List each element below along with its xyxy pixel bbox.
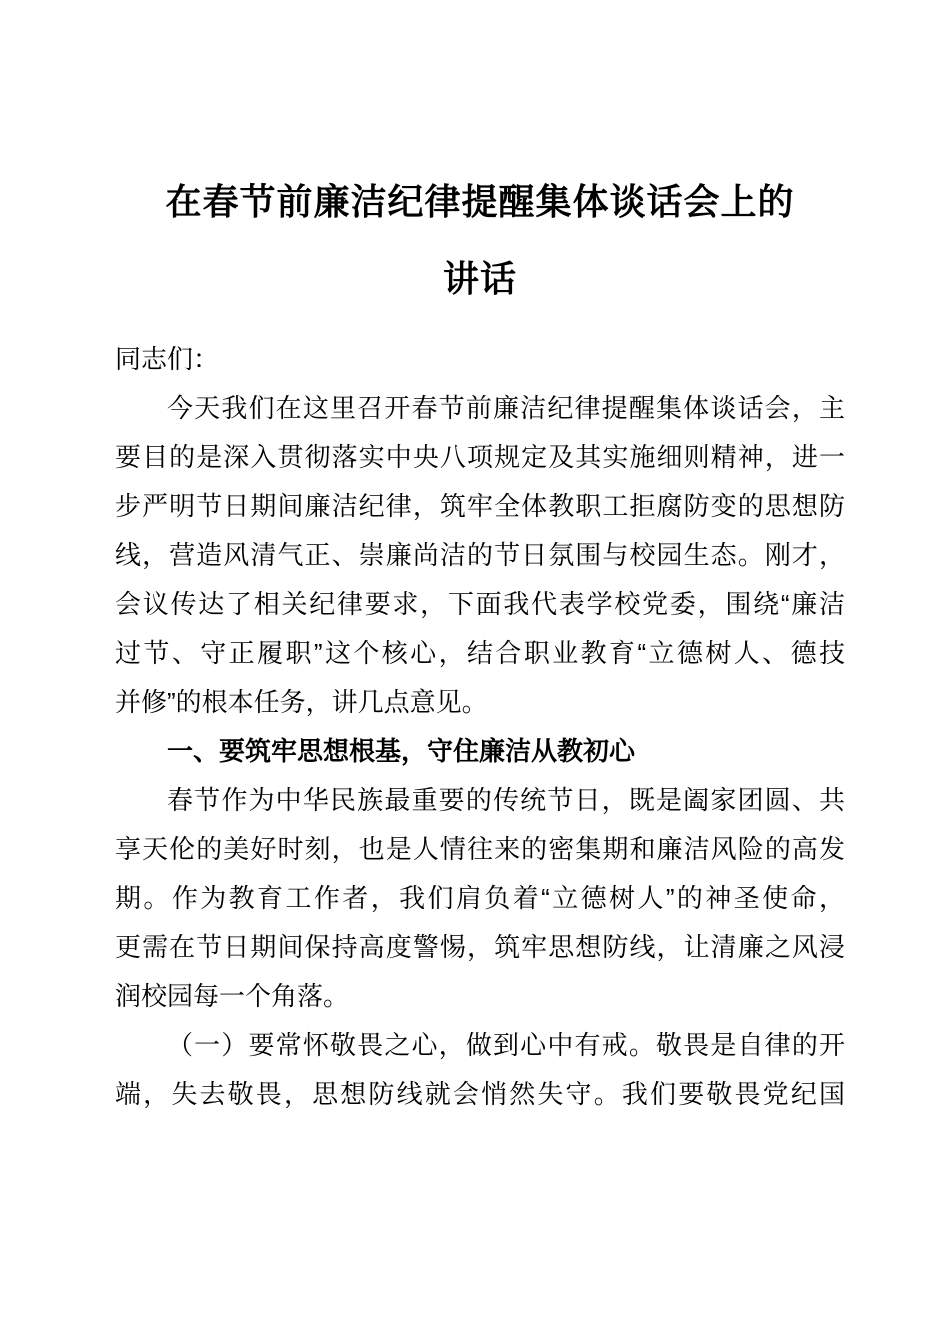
text-line: 端，失去敬畏，思想防线就会悄然失守。我们要敬畏党纪国 — [115, 1079, 845, 1109]
document-title — [115, 0, 845, 317]
text-line: 更需在节日期间保持高度警惕，筑牢思想防线，让清廉之风浸 — [115, 932, 845, 962]
text-line: 会议传达了相关纪律要求，下面我代表学校党委，围绕“廉洁 — [115, 589, 845, 619]
text-line: 要目的是深入贯彻落实中央八项规定及其实施细则精神，进一 — [115, 442, 845, 472]
text-line: 春节作为中华民族最重要的传统节日，既是阖家团圆、共 — [167, 785, 845, 815]
text-line: 享天伦的美好时刻，也是人情往来的密集期和廉洁风险的高发 — [115, 834, 845, 864]
text-line: 过节、守正履职”这个核心，结合职业教育“立德树人、德技 — [115, 638, 845, 668]
text-line: 步严明节日期间廉洁纪律，筑牢全体教职工拒腐防变的思想防 — [115, 491, 845, 521]
paragraph — [115, 384, 845, 727]
salutation — [115, 335, 845, 384]
document-title-line-1: 在春节前廉洁纪律提醒集体谈话会上的 — [165, 181, 795, 222]
text-line: 并修”的根本任务，讲几点意见。 — [115, 687, 488, 717]
text-line: 润校园每一个角落。 — [115, 981, 350, 1011]
text-line: 同志们： — [115, 344, 220, 374]
document-title-line-2: 讲话 — [442, 258, 517, 299]
text-line: 一、要筑牢思想根基，守住廉洁从教初心 — [167, 736, 636, 766]
section-heading — [115, 727, 845, 776]
text-line: （一）要常怀敬畏之心，做到心中有戒。敬畏是自律的开 — [167, 1030, 845, 1060]
text-line: 今天我们在这里召开春节前廉洁纪律提醒集体谈话会，主 — [167, 393, 845, 423]
text-line: 线，营造风清气正、崇廉尚洁的节日氛围与校园生态。刚才， — [115, 540, 845, 570]
document-content — [115, 0, 845, 1119]
paragraph — [115, 1021, 845, 1119]
paragraph — [115, 776, 845, 1021]
document-body — [115, 335, 845, 1119]
text-line: 期。作为教育工作者，我们肩负着“立德树人”的神圣使命， — [115, 883, 845, 913]
